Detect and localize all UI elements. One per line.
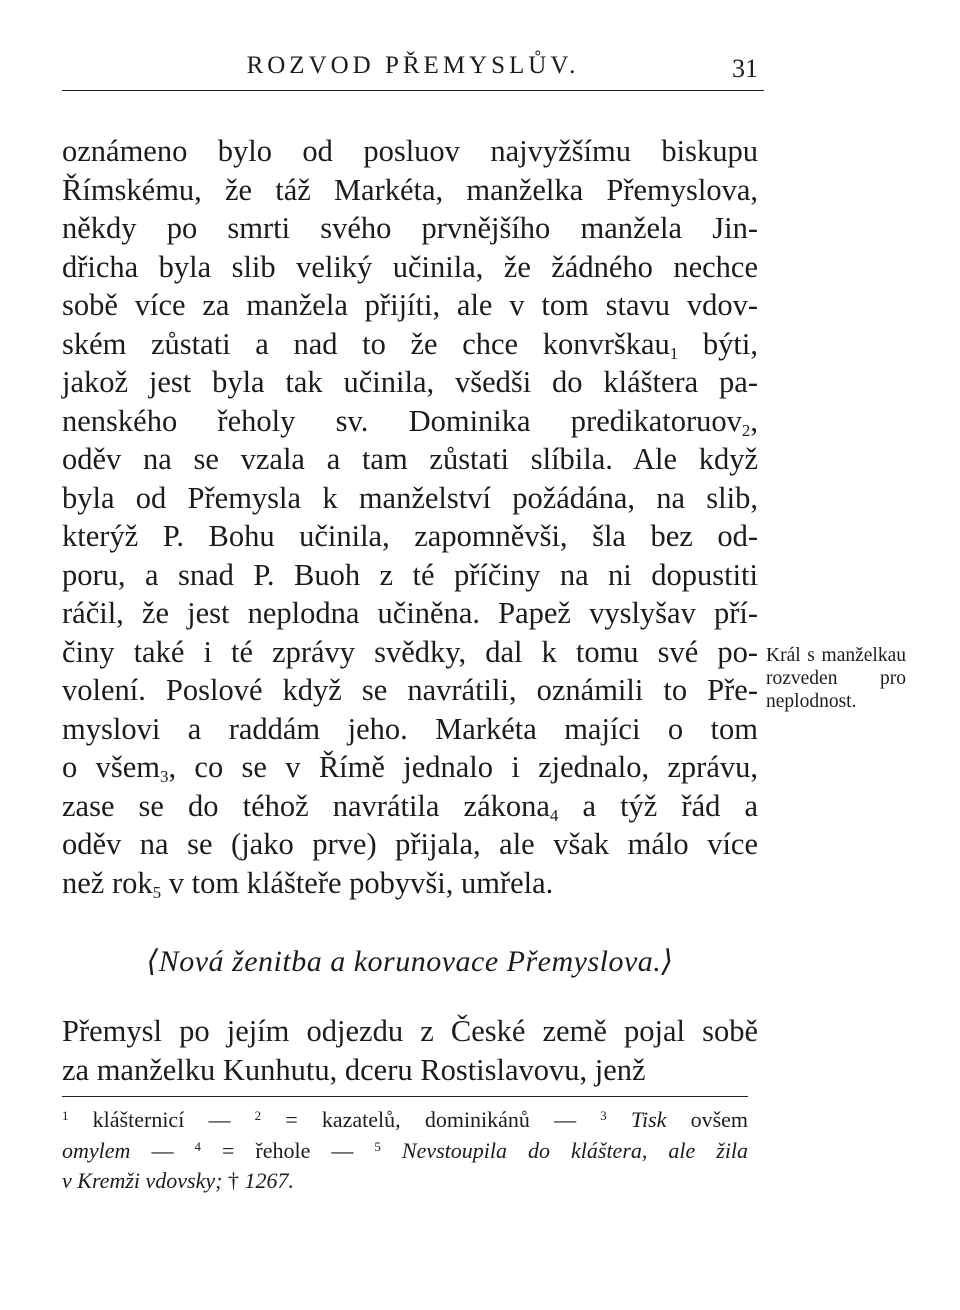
line-text: Přemysl po jejím odjezdu z České země pojal sobě <box>62 1014 758 1048</box>
main-paragraph <box>62 132 758 902</box>
footnote-text: ovšem <box>690 1107 749 1132</box>
line-text: , <box>750 403 758 438</box>
footnote-ref: 1 <box>669 343 679 363</box>
line-text: oděv na se (jako prve) přijala, ale však málo více <box>62 827 758 861</box>
line-text: za manželku Kunhutu, dceru Rostislavovu, jenž <box>62 1052 646 1087</box>
footnote-ref: 5 <box>152 882 162 902</box>
line-text: někdy po smrti svého prvnějšího manžela Jin- <box>62 211 758 245</box>
footnote-marker: 1 <box>62 1108 69 1123</box>
text-line <box>62 594 758 633</box>
text-line <box>62 248 758 287</box>
text-line <box>62 825 758 864</box>
line-text: myslovi a raddám jeho. Markéta majíci o tom <box>62 711 758 746</box>
footnote-text: omylem <box>62 1137 131 1163</box>
footnote-marker: 4 <box>194 1138 201 1154</box>
text-line <box>62 171 758 210</box>
footnote-text: — <box>151 1137 174 1163</box>
text-line <box>62 1012 758 1051</box>
text-line <box>62 748 758 787</box>
footnote-line <box>62 1136 748 1167</box>
line-text: jakož jest byla tak učinila, všedši do kláštera pa- <box>62 365 758 399</box>
section-heading: ⟨Nová ženitba a korunovace Přemyslova.⟩ <box>146 945 674 978</box>
line-text: kterýž P. Bohu učinila, zapomněvši, šla bez od- <box>62 519 758 553</box>
footnote-ref: 3 <box>159 767 169 786</box>
text-line <box>62 479 758 518</box>
footnote-marker: 5 <box>374 1138 381 1154</box>
page-number: 31 <box>732 54 758 83</box>
line-text: ráčil, že jest neplodna učiněna. Papež vyslyšav pří- <box>62 596 758 630</box>
footnotes <box>62 1096 748 1197</box>
text-line <box>62 671 758 710</box>
footnote-text: klášternicí — <box>92 1107 231 1132</box>
footnote-line <box>62 1166 748 1197</box>
footnote-text: † <box>227 1168 245 1193</box>
text-line <box>62 325 758 364</box>
footnote-text: 1267. <box>244 1168 294 1193</box>
footnote-text: Nevstoupila do kláštera, ale žila <box>401 1137 749 1163</box>
footnote-text: Tisk <box>630 1107 667 1132</box>
line-text: zase se do téhož navrátila zákona <box>62 788 550 823</box>
text-line <box>62 209 758 248</box>
line-text: než rok <box>62 865 153 900</box>
line-text: býti, <box>678 326 758 361</box>
line-text: sobě více za manžela přijíti, ale v tom stavu vdov- <box>62 288 758 322</box>
line-text: Římskému, že táž Markéta, manželka Přemyslova, <box>62 172 758 207</box>
running-title: ROZVOD PŘEMYSLŮV. <box>246 52 580 79</box>
line-text: , co se v Římě jednalo i zjednalo, zprávu, <box>168 750 759 784</box>
text-line <box>62 710 758 749</box>
footnote-text: = kazatelů, dominikánů — <box>285 1107 577 1132</box>
text-line <box>62 363 758 402</box>
line-text: a týž řád a <box>558 788 758 823</box>
text-line <box>62 864 758 903</box>
footnote-marker: 3 <box>600 1108 607 1123</box>
line-text: v tom klášteře pobyvši, umřela. <box>161 865 554 900</box>
footnote-line <box>62 1105 748 1136</box>
text-line <box>62 517 758 556</box>
line-text: ském zůstati a nad to že chce konvrškau <box>62 326 670 361</box>
text-line <box>62 440 758 479</box>
footnote-ref: 4 <box>549 805 559 825</box>
text-line <box>62 1051 758 1090</box>
text-line <box>62 556 758 595</box>
second-paragraph <box>62 1012 758 1089</box>
page-header <box>62 48 764 91</box>
line-text: poru, a snad P. Buoh z té příčiny na ni dopustiti <box>62 557 758 592</box>
line-text: dřicha byla slib veliký učinila, že žádného nechce <box>62 249 758 284</box>
text-line <box>62 132 758 171</box>
line-text: oděv na se vzala a tam zůstati slíbila. Ale když <box>62 442 758 476</box>
line-text: oznámeno bylo od posluov najvyžšímu biskupu <box>62 134 758 168</box>
line-text: o všem <box>62 750 160 784</box>
text-line <box>62 787 758 826</box>
footnote-text: = řehole — <box>221 1137 354 1163</box>
margin-note: Král s manželkau rozveden pro neplodnost. <box>766 645 906 712</box>
line-text: byla od Přemysla k manželství požádána, na slib, <box>62 480 758 515</box>
footnote-ref: 2 <box>741 420 751 440</box>
footnote-text: v Kremži vdovsky; <box>62 1168 223 1193</box>
text-line <box>62 402 758 441</box>
line-text: nenského řeholy sv. Dominika predikatoruov <box>62 403 742 438</box>
line-text: volení. Poslové když se navrátili, oznámili to Pře- <box>62 673 758 707</box>
footnote-marker: 2 <box>254 1108 262 1123</box>
text-line <box>62 633 758 672</box>
line-text: činy také i té zprávy svědky, dal k tomu své po- <box>62 634 758 669</box>
text-line <box>62 286 758 325</box>
